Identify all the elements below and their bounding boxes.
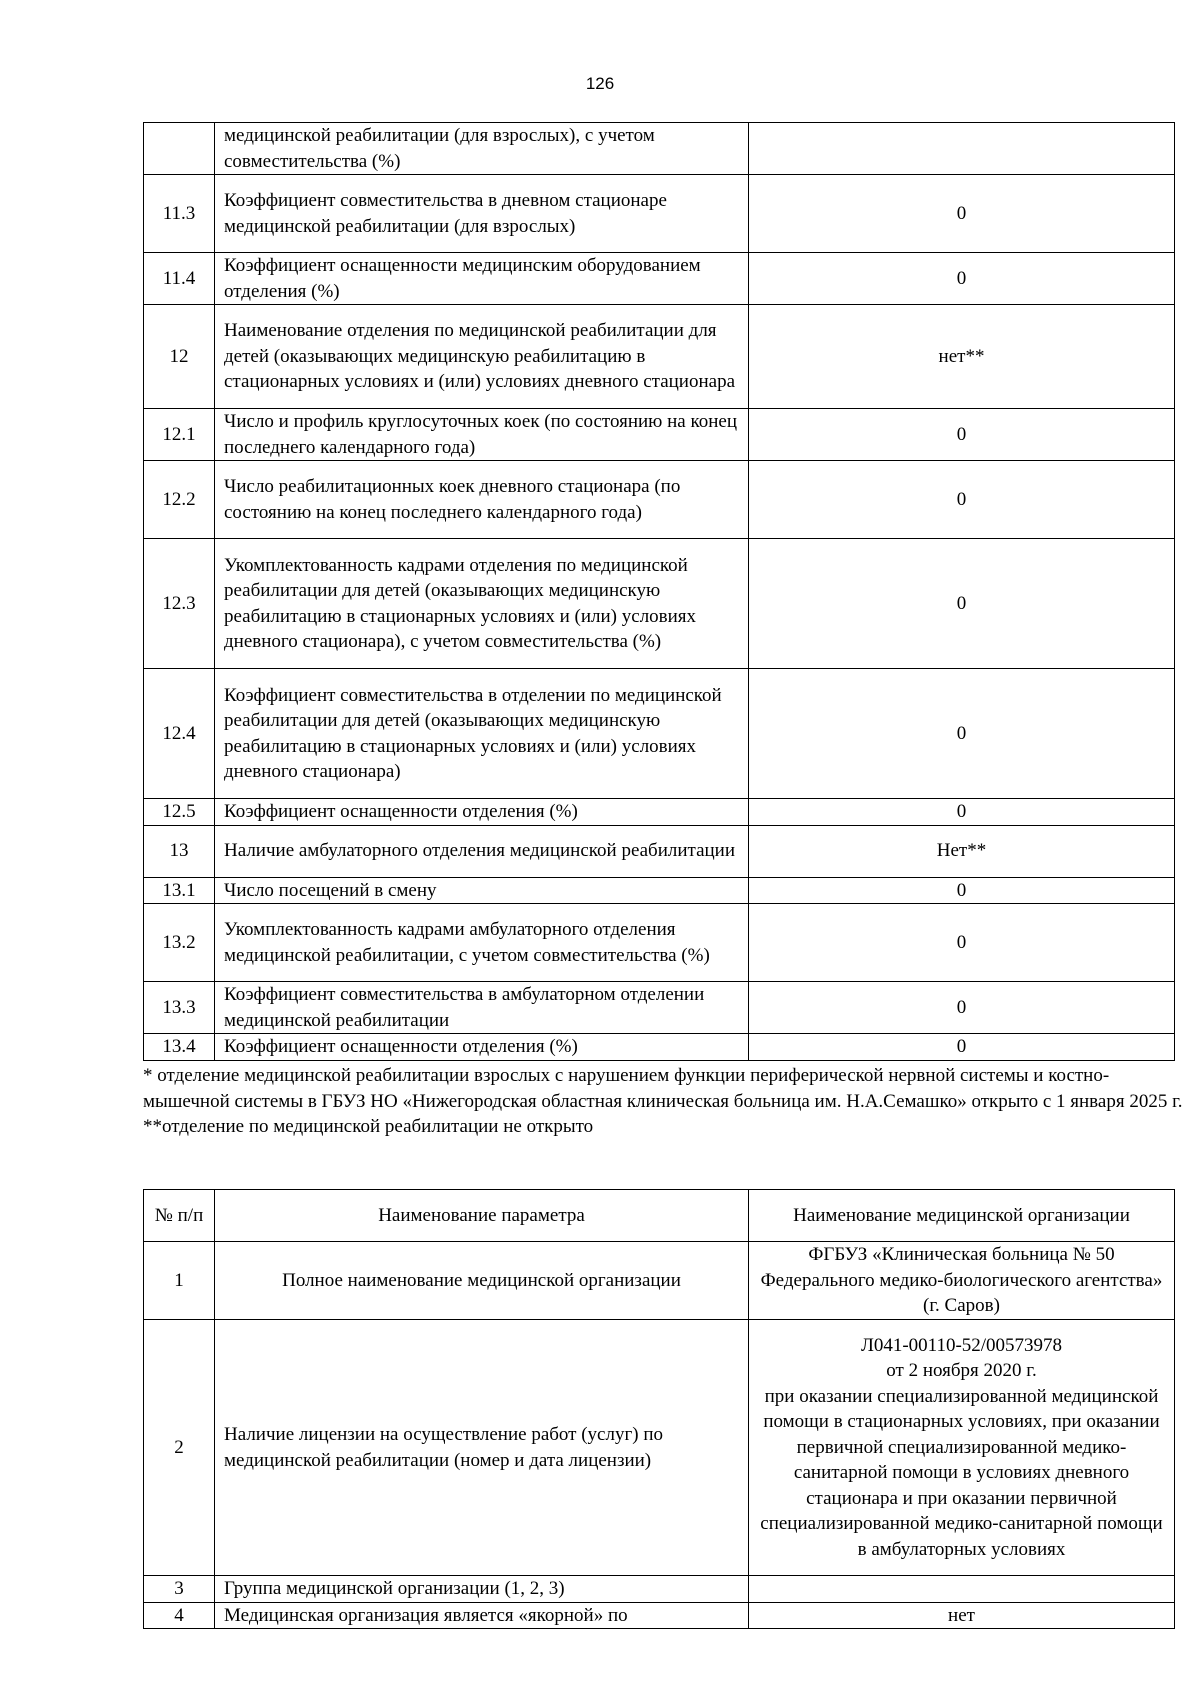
row-number: 13.4 [144,1034,215,1061]
rehab-parameters-table-continued [143,122,1175,1061]
parameter-name: Наличие лицензии на осуществление работ (услуг) по медицинской реабилитации (номер и дата лицензии) [215,1320,749,1576]
header-number: № п/п [144,1190,215,1242]
parameter-value: 0 [749,669,1175,799]
table-row [144,305,1175,409]
parameter-value: 0 [749,877,1175,904]
table-row [144,982,1175,1034]
row-number: 13.3 [144,982,215,1034]
table-row [144,123,1175,175]
row-number: 12.1 [144,409,215,461]
row-number: 12 [144,305,215,409]
parameter-value: 0 [749,799,1175,826]
parameter-name: Укомплектованность кадрами амбулаторного отделения медицинской реабилитации, с учетом совместительства (%) [215,904,749,982]
parameter-value: нет [749,1602,1175,1629]
table-header-row [144,1190,1175,1242]
license-date: от 2 ноября 2020 г. [886,1360,1037,1382]
table-row [144,539,1175,669]
parameter-name: Коэффициент оснащенности отделения (%) [215,799,749,826]
row-number: 11.4 [144,253,215,305]
table-row [144,825,1175,877]
row-number: 3 [144,1576,215,1603]
page-number: 126 [585,74,615,93]
parameter-value: 0 [749,539,1175,669]
parameter-name: Медицинская организация является «якорной» по [215,1602,749,1629]
table-row [144,461,1175,539]
footnote-double-asterisk: **отделение по медицинской реабилитации не открыто [143,1116,594,1137]
parameter-value: 0 [749,461,1175,539]
row-number: 1 [144,1242,215,1320]
table-row [144,904,1175,982]
row-number: 12.2 [144,461,215,539]
parameter-name: Число и профиль круглосуточных коек (по состоянию на конец последнего календарного года) [215,409,749,461]
parameter-value: 0 [749,1034,1175,1061]
row-number: 13 [144,825,215,877]
parameter-name: Полное наименование медицинской организации [215,1242,749,1320]
row-number [144,123,215,175]
parameter-value [749,123,1175,175]
parameter-name: Коэффициент совместительства в амбулаторном отделении медицинской реабилитации [215,982,749,1034]
row-number: 13.2 [144,904,215,982]
parameter-name: Наименование отделения по медицинской реабилитации для детей (оказывающих медицинскую реабилитацию в стационарных условиях и (или) условиях дневного стационара [215,305,749,409]
row-number: 12.5 [144,799,215,826]
table-row [144,1242,1175,1320]
row-number: 13.1 [144,877,215,904]
parameter-name: Коэффициент совместительства в дневном стационаре медицинской реабилитации (для взрослых) [215,175,749,253]
parameter-value: Нет** [749,825,1175,877]
parameter-value: 0 [749,982,1175,1034]
medical-organization-table [143,1189,1175,1629]
parameter-name: Коэффициент оснащенности медицинским оборудованием отделения (%) [215,253,749,305]
table-row [144,669,1175,799]
header-organization: Наименование медицинской организации [749,1190,1175,1242]
parameter-value: 0 [749,904,1175,982]
parameter-value [749,1576,1175,1603]
table-row [144,799,1175,826]
table-row [144,253,1175,305]
parameter-value: нет** [749,305,1175,409]
row-number: 12.4 [144,669,215,799]
parameter-name: Группа медицинской организации (1, 2, 3) [215,1576,749,1603]
footnote-single-asterisk: * отделение медицинской реабилитации взрослых с нарушением функции периферической нервной системы и костно-мышечной системы в ГБУЗ НО «Нижегородская областная клиническая больница им. Н.А.Семашко» открыто с 1 января 2025 г. [143,1065,1183,1112]
license-info [749,1320,1175,1576]
table-row [144,1034,1175,1061]
parameter-value: ФГБУЗ «Клиническая больница № 50 Федерального медико-биологического агентства» (г. Саров) [749,1242,1175,1320]
parameter-name: Укомплектованность кадрами отделения по медицинской реабилитации для детей (оказывающих медицинскую реабилитацию в стационарных условиях и (или) условиях дневного стационара), с учетом совместительства (%) [215,539,749,669]
license-number: Л041-00110-52/00573978 [860,1334,1063,1356]
row-number: 4 [144,1602,215,1629]
parameter-name: Число реабилитационных коек дневного стационара (по состоянию на конец последнего календарного года) [215,461,749,539]
parameter-name: Число посещений в смену [215,877,749,904]
table-row [144,1576,1175,1603]
row-number: 2 [144,1320,215,1576]
table-row [144,409,1175,461]
header-parameter: Наименование параметра [215,1190,749,1242]
parameter-name: Коэффициент оснащенности отделения (%) [215,1034,749,1061]
parameter-value: 0 [749,409,1175,461]
parameter-name: медицинской реабилитации (для взрослых), с учетом совместительства (%) [215,123,749,175]
parameter-name: Наличие амбулаторного отделения медицинской реабилитации [215,825,749,877]
footnotes [143,1063,1183,1140]
license-scope: при оказании специализированной медицинской помощи в стационарных условиях, при оказании первичной специализированной медико-санитарной помощи в условиях дневного стационара и при оказании первичной специализированной медико-санитарной помощи в амбулаторных условиях [760,1385,1163,1560]
row-number: 11.3 [144,175,215,253]
parameter-value: 0 [749,253,1175,305]
parameter-name: Коэффициент совместительства в отделении по медицинской реабилитации для детей (оказывающих медицинскую реабилитацию в стационарных условиях и (или) условиях дневного стационара) [215,669,749,799]
table-row [144,1320,1175,1576]
table-row [144,1602,1175,1629]
table-row [144,877,1175,904]
table-row [144,175,1175,253]
parameter-value: 0 [749,175,1175,253]
row-number: 12.3 [144,539,215,669]
